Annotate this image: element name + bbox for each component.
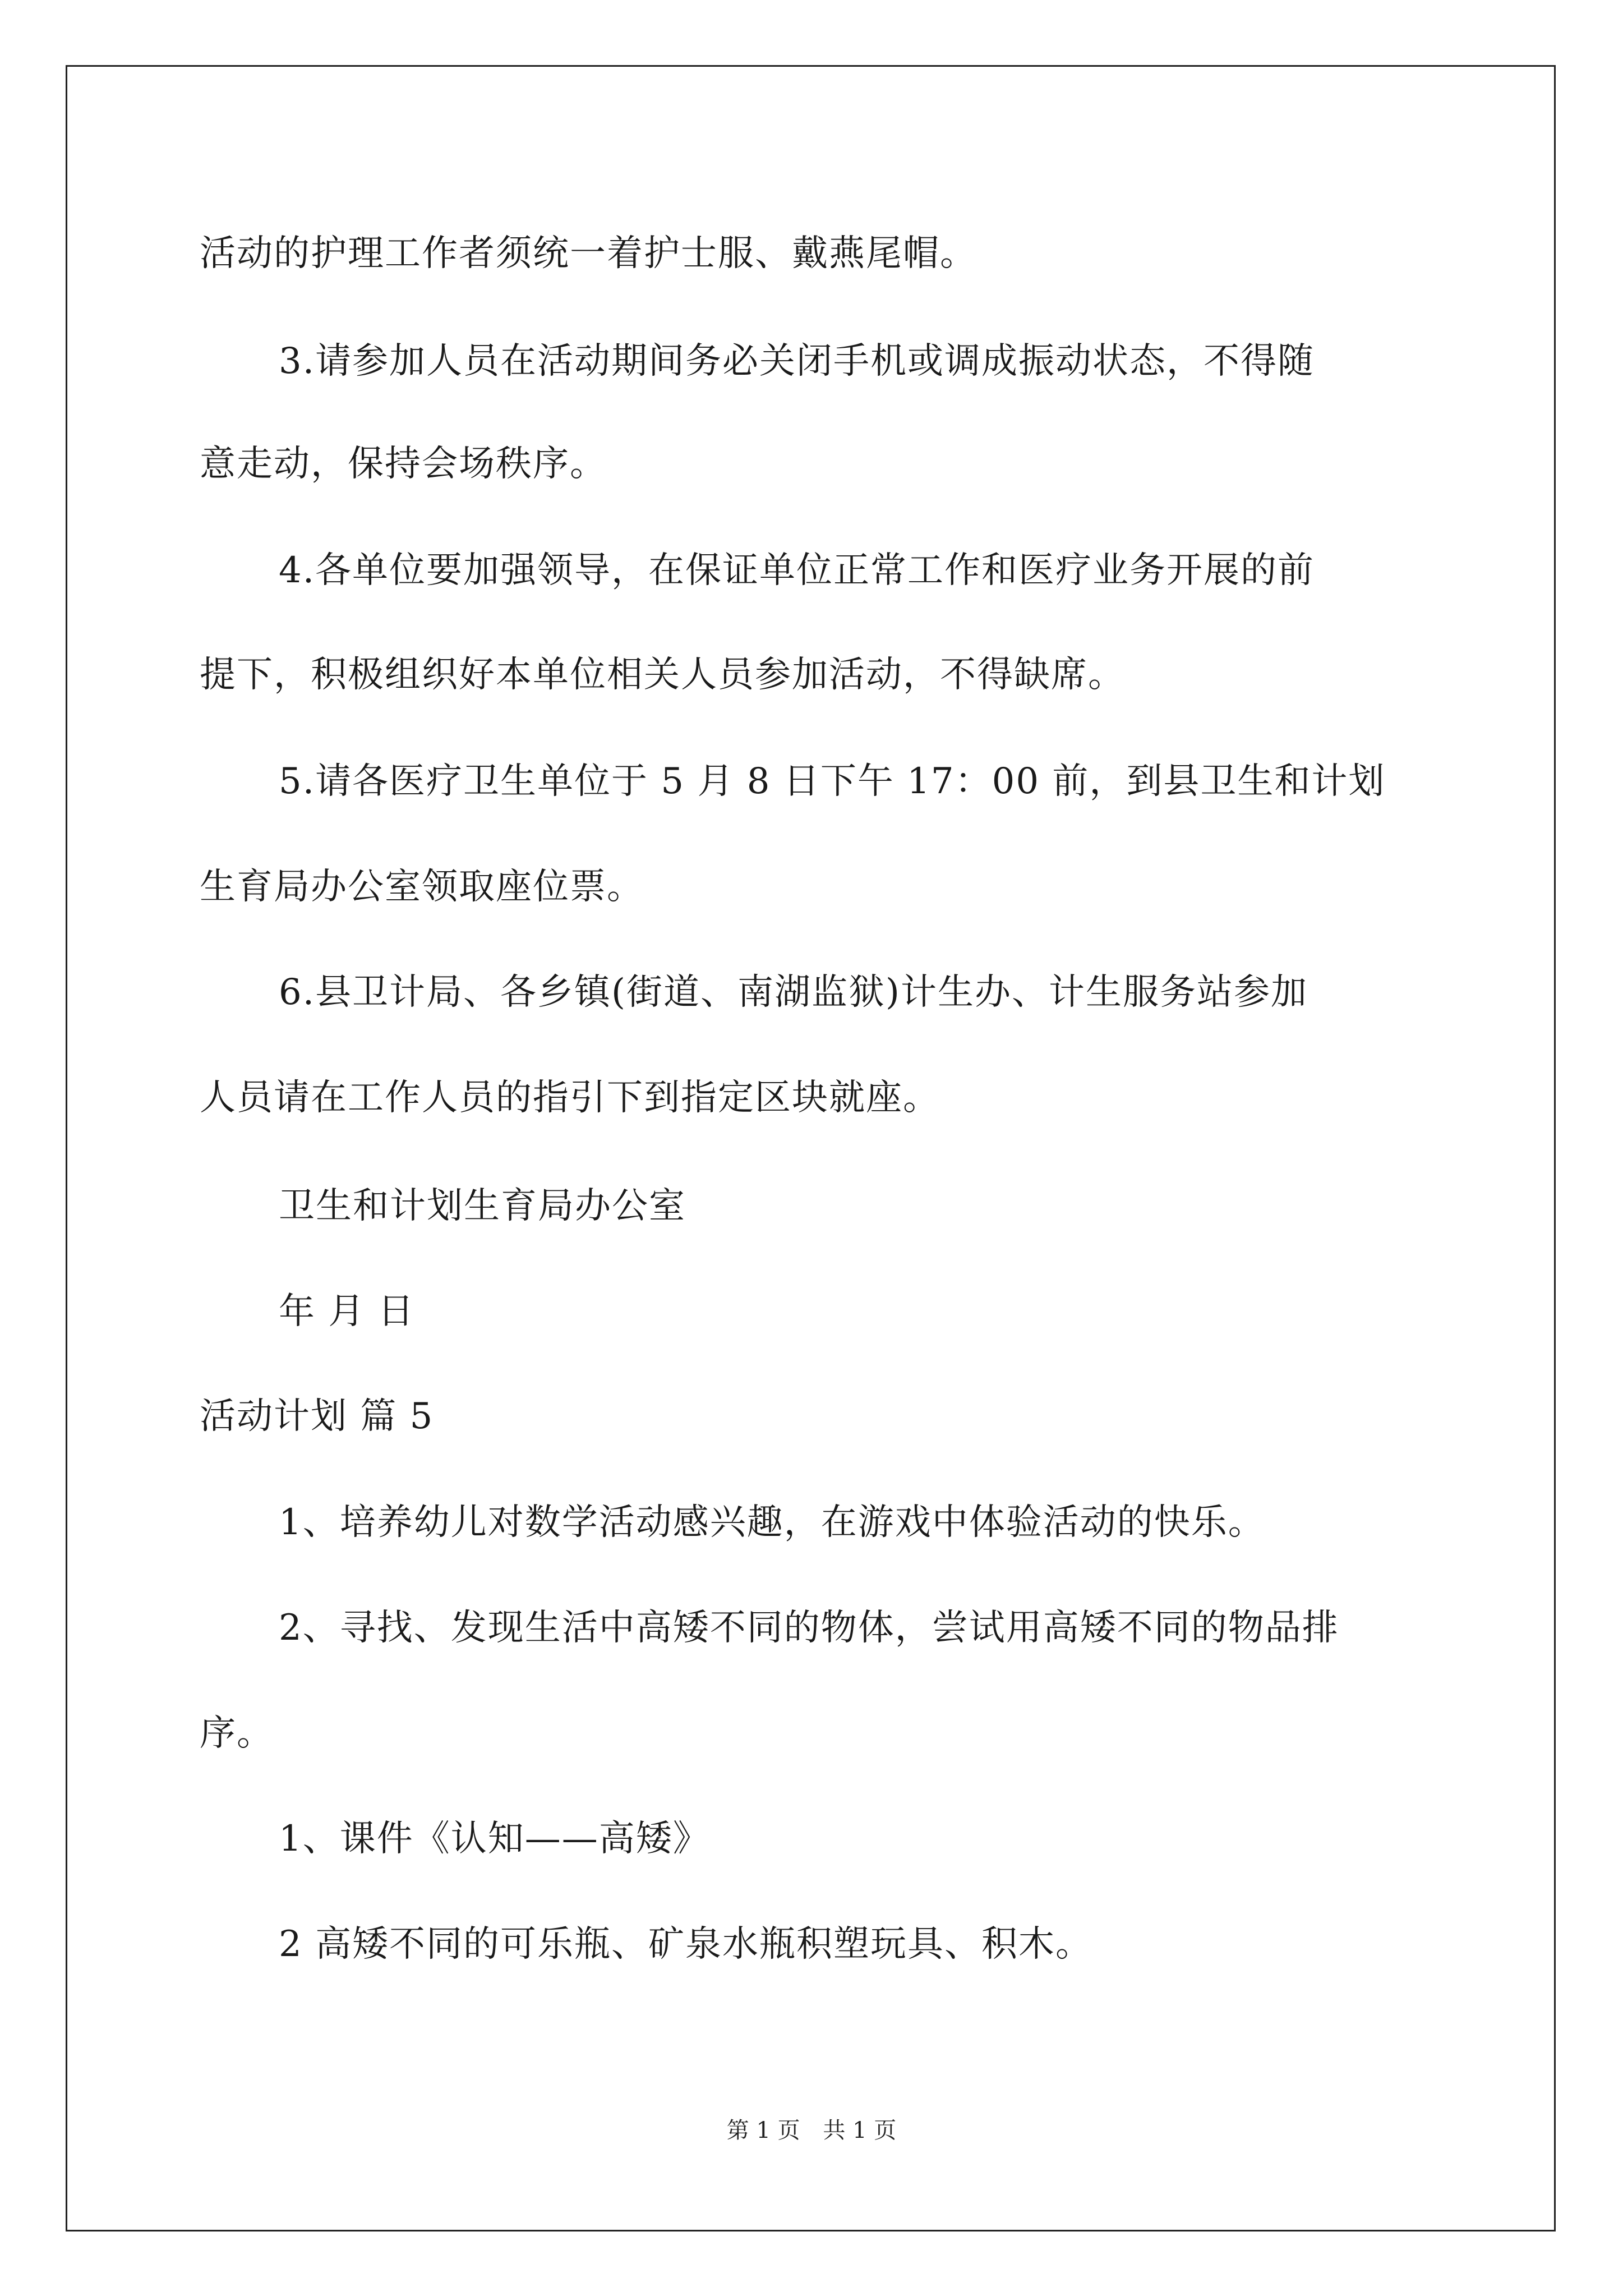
body-line-1: 活动的护理工作者须统一着护士服、戴燕尾帽。 [200,233,977,274]
body-line-2: 3.请参加人员在活动期间务必关闭手机或调成振动状态，不得随 [279,341,1315,382]
body-line-13: 1、课件《认知——高矮》 [279,1818,710,1860]
body-line-4: 4.各单位要加强领导，在保证单位正常工作和医疗业务开展的前 [279,550,1315,591]
page-footer [0,2117,1623,2144]
body-line-5: 提下，积极组织好本单位相关人员参加活动，不得缺席。 [200,654,1125,696]
body-line-14: 2 高矮不同的可乐瓶、矿泉水瓶积塑玩具、积木。 [279,1924,1093,1965]
page-border [66,65,1556,2231]
page-number: 第 1 页 [726,2118,800,2143]
body-line-9: 人员请在工作人员的指引下到指定区块就座。 [200,1077,940,1119]
body-line-12: 序。 [200,1713,274,1754]
body-line-10: 1、培养幼儿对数学活动感兴趣，在游戏中体验活动的快乐。 [279,1502,1265,1543]
page-total: 共 1 页 [823,2118,897,2143]
signature-office: 卫生和计划生育局办公室 [279,1185,686,1227]
body-line-8: 6.县卫计局、各乡镇(街道、南湖监狱)计生办、计生服务站参加 [279,972,1308,1013]
body-line-3: 意走动，保持会场秩序。 [200,443,607,485]
body-line-11: 2、寻找、发现生活中高矮不同的物体，尝试用高矮不同的物品排 [279,1607,1339,1649]
signature-date: 年 月 日 [279,1291,415,1332]
body-line-7: 生育局办公室领取座位票。 [200,866,644,908]
body-line-6: 5.请各医疗卫生单位于 5 月 8 日下午 17：00 前，到县卫生和计划 [279,761,1386,802]
section-heading: 活动计划 篇 5 [200,1396,434,1437]
